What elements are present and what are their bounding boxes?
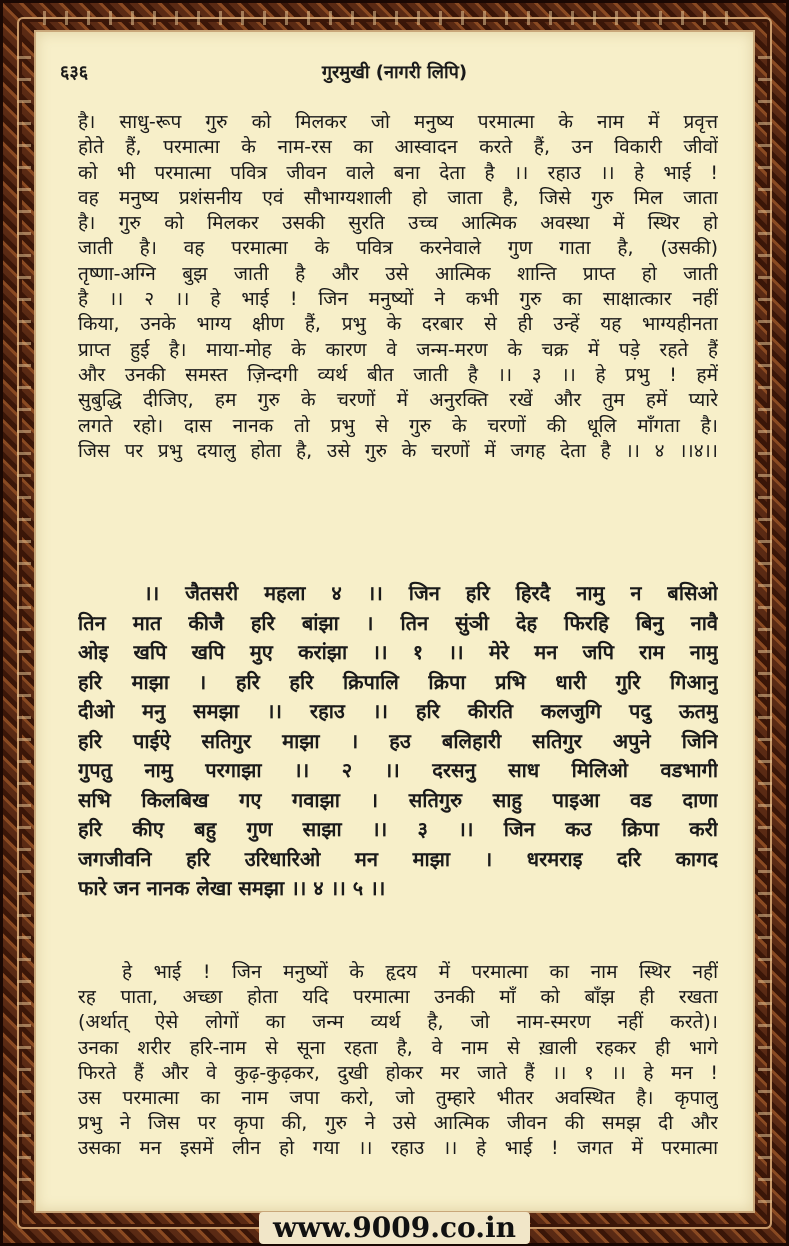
frame-ornament-right: [758, 43, 772, 1203]
verse-line: तिन मात कीजै हरि बांझा । तिन सुंञी देह फिरहि बिनु नावै: [78, 610, 718, 635]
verse-line: सभि किलबिख गए गवाझा । सतिगुरु साहु पाइआ वड दाणा: [78, 787, 718, 812]
text-line: उसका मन इसमें लीन हो गया ।। रहाउ ।। हे भाई ! जगत में परमात्मा: [78, 1137, 718, 1160]
page-number: ६३६: [60, 62, 89, 83]
page-footer: [0, 1212, 789, 1246]
verse-line: गुपतु नामु परगाझा ।। २ ।। दरसनु साध मिलिओ वडभागी: [78, 758, 718, 782]
text-line: लगते रहो। दास नानक तो प्रभु से गुरु के चरणों की धूलि माँगता है।: [78, 414, 718, 437]
text-line: उनका शरीर हरि-नाम से सूना रहता है, वे नाम से ख़ाली रहकर ही भागे: [78, 1036, 718, 1059]
verse-line: जगजीवनि हरि उरिधारिओ मन माझा । धरमराइ दरि कागद: [78, 846, 718, 871]
text-line: है। साधु-रूप गुरु को मिलकर जो मनुष्य परमात्मा के नाम में प्रवृत्त: [78, 111, 718, 133]
gurbani-verse: [78, 579, 718, 904]
text-line: उस परमात्मा का नाम जपा करो, जो तुम्हारे भीतर अवस्थित है। कृपालु: [78, 1087, 718, 1110]
website-url[interactable]: www.9009.co.in: [259, 1212, 530, 1244]
translation-paragraph-2: [78, 960, 718, 1162]
text-line: तृष्णा-अग्नि बुझ जाती है और उसे आत्मिक शान्ति प्राप्त हो जाती: [78, 262, 718, 285]
page-title: गुरमुखी (नागरी लिपि): [321, 62, 468, 83]
translation-paragraph-1: [78, 110, 718, 464]
text-line: और उनकी समस्त ज़िन्दगी व्यर्थ बीत जाती है ।। ३ ।। हे प्रभु ! हमें: [78, 363, 718, 386]
frame-ornament-left: [17, 43, 31, 1203]
text-line: प्राप्त हुई है। माया-मोह के कारण वे जन्म-मरण के चक्र में पड़े रहते हैं: [78, 338, 718, 361]
verse-line: ओइ खपि खपि मुए करांझा ।। १ ।। मेरे मन जपि राम नामु: [78, 640, 718, 664]
text-line: को भी परमात्मा पवित्र जीवन वाले बना देता है ।। रहाउ ।। हे भाई !: [78, 161, 718, 184]
text-line: वह मनुष्य प्रशंसनीय एवं सौभाग्यशाली हो जाता है, जिसे गुरु मिल जाता: [78, 186, 718, 209]
text-line: जिस पर प्रभु दयालु होता है, उसे गुरु के चरणों में जगह देता है ।। ४ ।।४।।: [78, 439, 718, 462]
text-line: हे भाई ! जिन मनुष्यों के हृदय में परमात्मा का नाम स्थिर नहीं: [122, 961, 718, 983]
verse-line: हरि पाईऐ सतिगुर माझा । हउ बलिहारी सतिगुर अपुने जिनि: [78, 728, 718, 753]
text-line: (अर्थात् ऐसे लोगों का जन्म व्यर्थ है, जो नाम-स्मरण नहीं करते)।: [78, 1011, 718, 1034]
frame-ornament-top: [43, 11, 746, 25]
text-line: सुबुद्धि दीजिए, हम गुरु के चरणों में अनुरक्ति रखें और तुम हमें प्यारे: [78, 389, 718, 412]
text-line: है ।। २ ।। हे भाई ! जिन मनुष्यों ने कभी गुरु का साक्षात्कार नहीं: [78, 288, 718, 311]
text-line: है। गुरु को मिलकर उसकी सुरति उच्च आत्मिक अवस्था में स्थिर हो: [78, 212, 718, 235]
text-line: प्रभु ने जिस पर कृपा की, गुरु ने उसे आत्मिक जीवन की समझ दी और: [78, 1112, 718, 1135]
verse-line: हरि कीए बहु गुण साझा ।। ३ ।। जिन कउ क्रिपा करी: [78, 817, 718, 841]
text-line: रह पाता, अच्छा होता यदि परमात्मा उनकी माँ को बाँझ ही रखता: [78, 986, 718, 1009]
verse-line: दीओ मनु समझा ।। रहाउ ।। हरि कीरति कलजुगि पदु ऊतमु: [78, 699, 718, 723]
verse-line: फारे जन नानक लेखा समझा ।। ४ ।। ५ ।।: [78, 876, 386, 900]
text-line: जाती है। वह परमात्मा के पवित्र करनेवाले गुण गाता है, (उसकी): [78, 237, 718, 260]
verse-line: ।। जैतसरी महला ४ ।। जिन हरि हिरदै नामु न बसिओ: [144, 581, 718, 605]
verse-line: हरि माझा । हरि हरि क्रिपालि क्रिपा प्रभि धारी गुरि गिआनु: [78, 669, 718, 694]
page-header: [36, 60, 753, 90]
text-line: फिरते हैं और वे कुढ़-कुढ़कर, दुखी होकर मर जाते हैं ।। १ ।। हे मन !: [78, 1061, 718, 1084]
text-line: होते हैं, परमात्मा के नाम-रस का आस्वादन करते हैं, उन विकारी जीवों: [78, 136, 718, 159]
page: [36, 32, 753, 1211]
text-line: किया, उनके भाग्य क्षीण हैं, प्रभु के दरबार से ही उन्हें यह भाग्यहीनता: [78, 313, 718, 336]
